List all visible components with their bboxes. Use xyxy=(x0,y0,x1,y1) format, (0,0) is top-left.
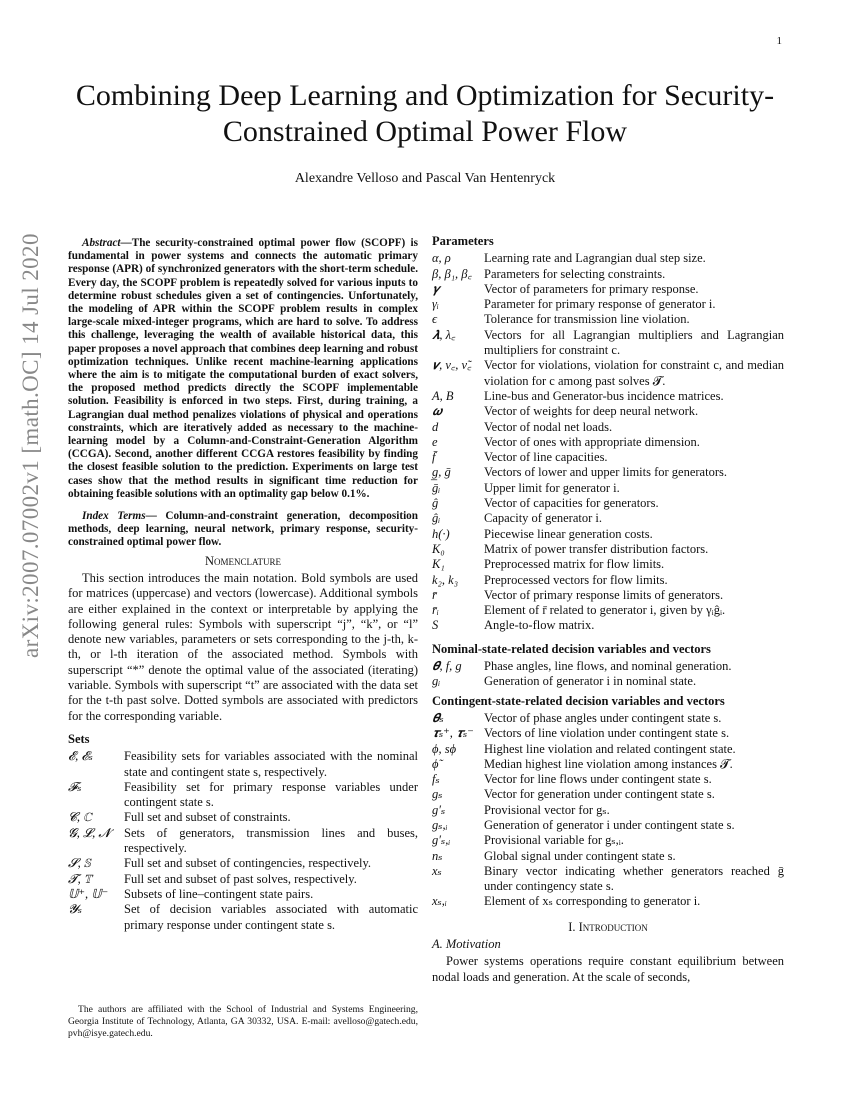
definition-row xyxy=(432,833,784,848)
authors: Alexandre Velloso and Pascal Van Hentenryck xyxy=(294,171,556,186)
symbol: K₀ xyxy=(432,541,445,556)
symbol: 𝝎 xyxy=(432,404,442,419)
symbol-description: Provisional vector for gₛ. xyxy=(484,802,610,817)
definition-row xyxy=(432,659,784,674)
definition-row xyxy=(432,435,784,450)
abstract xyxy=(68,237,418,501)
definition-row xyxy=(432,711,784,726)
definition-row xyxy=(432,297,784,312)
symbol-description: Global signal under contingent state s. xyxy=(484,848,676,863)
symbol: h(·) xyxy=(432,526,450,541)
symbol-description: Vector of ones with appropriate dimension. xyxy=(484,434,700,449)
definition-row xyxy=(432,511,784,526)
symbol-description: Highest line violation and related contingent state. xyxy=(484,741,736,756)
symbol: 𝓔, 𝓔ₛ xyxy=(68,749,93,764)
symbol-description: Element of xₛ corresponding to generator i. xyxy=(484,894,701,909)
symbol: ϕ̃ xyxy=(432,756,439,771)
symbol: 𝓒, ℂ xyxy=(68,810,92,825)
symbol-description: Vectors of line violation under contingent state s. xyxy=(484,726,730,741)
nomenclature-heading: Nomenclature xyxy=(204,553,282,568)
symbol-description: Preprocessed vectors for flow limits. xyxy=(484,572,668,587)
definition-row xyxy=(432,389,784,404)
symbol: gₛ xyxy=(432,787,443,802)
footnote: The authors are affiliated with the School of Industrial and Systems Engineering, Georgia Institute of Technology, Atlanta, GA 30332, USA. E-mail: avelloso@gatech.edu, pvh@isye.gatech.edu. xyxy=(68,1004,418,1039)
symbol-description: Vector of phase angles under contingent state s. xyxy=(484,710,722,725)
definition-row xyxy=(432,450,784,465)
definition-row xyxy=(432,588,784,603)
symbol-description: Median highest line violation among instances 𝓣. xyxy=(484,756,733,771)
nominal-vars-heading: Nominal-state-related decision variables and vectors xyxy=(432,641,711,656)
symbol: ĝᵢ xyxy=(432,511,441,526)
symbol: 𝝂, ν꜀, ν̃꜀ xyxy=(432,358,472,373)
symbol: xₛ,ᵢ xyxy=(432,894,447,909)
symbol-description: Provisional variable for gₛ,ᵢ. xyxy=(484,833,624,848)
symbol: 𝜽ₛ xyxy=(432,710,444,725)
symbol: 𝝉ₛ⁺, 𝝉ₛ⁻ xyxy=(432,726,474,741)
definition-row xyxy=(432,803,784,818)
symbol-description: Vector of nodal net loads. xyxy=(484,419,613,434)
definition-row xyxy=(68,856,418,871)
definition-row xyxy=(432,267,784,282)
definition-row xyxy=(432,420,784,435)
symbol: 𝓨ₛ xyxy=(68,902,83,917)
symbol-description: Full set and subset of past solves, respectively. xyxy=(124,871,357,886)
definition-row xyxy=(68,780,418,811)
definition-row xyxy=(432,849,784,864)
nomenclature-intro: This section introduces the main notation. Bold symbols are used for matrices (uppercase) and vectors (lowercase). Additional symbols are either explained in the context or interpretable by applying the following general rules: Symbols with superscript “j”, “k”, or “l” denote new variables, parameters or sets corresponding to the j-th, k-th, or l-th iteration of the associated method. Symbols with superscript “*” denote the optimal value of the associated (iterating) variable. Symbols with superscript “t” are associated with the data set for the t-th past solve. Dotted symbols are associated with predictors for the corresponding variable. xyxy=(68,570,418,723)
symbol-description: Vector of primary response limits of generators. xyxy=(484,587,724,602)
symbol-description: Angle-to-flow matrix. xyxy=(484,618,595,633)
definition-row xyxy=(68,810,418,825)
definition-row xyxy=(432,404,784,419)
parameters-list xyxy=(432,251,784,633)
definition-row xyxy=(432,358,784,389)
symbol-description: Binary vector indicating whether generators reached ḡ under contingency state s. xyxy=(484,863,784,894)
symbol: 𝓢, 𝕊 xyxy=(68,856,91,871)
symbol-description: Tolerance for transmission line violation. xyxy=(484,312,690,327)
symbol: g̲, ḡ xyxy=(432,465,451,480)
symbol: 𝜸 xyxy=(432,281,440,296)
symbol: 𝓕ₛ xyxy=(68,779,82,794)
symbol-description: Full set and subset of contingencies, respectively. xyxy=(124,856,372,871)
definition-row xyxy=(432,557,784,572)
symbol: gₛ,ᵢ xyxy=(432,817,448,832)
sets-list xyxy=(68,749,418,933)
symbol: 𝕌⁺, 𝕌⁻ xyxy=(68,886,109,901)
symbol: d xyxy=(432,419,439,434)
definition-row xyxy=(68,749,418,780)
symbol-description: Phase angles, line flows, and nominal generation. xyxy=(484,659,732,674)
symbol-description: Matrix of power transfer distribution factors. xyxy=(484,541,709,556)
symbol: ĝ xyxy=(432,496,439,511)
index-terms-text: — Column-and-constraint generation, decomposition methods, deep learning, neural network, primary response, security-constrained optimal power flow. xyxy=(68,510,418,549)
symbol: f̄ xyxy=(432,450,436,465)
symbol-description: Piecewise linear generation costs. xyxy=(484,526,653,541)
symbol-description: Feasibility set for primary response variables under contingent state s. xyxy=(124,779,418,810)
symbol: α, ρ xyxy=(432,251,451,266)
definition-row xyxy=(432,328,784,359)
left-column xyxy=(68,237,418,933)
symbol: K₁ xyxy=(432,557,445,572)
symbol-description: Preprocessed matrix for flow limits. xyxy=(484,557,665,572)
symbol: 𝜽, f, g xyxy=(432,659,462,674)
definition-row xyxy=(432,573,784,588)
definition-row xyxy=(68,887,418,902)
symbol-description: Line-bus and Generator-bus incidence matrices. xyxy=(484,388,724,403)
symbol-description: Element of r̄ related to generator i, given by γᵢĝᵢ. xyxy=(484,603,726,618)
symbol-description: Vector for generation under contingent state s. xyxy=(484,787,715,802)
definition-row xyxy=(432,787,784,802)
symbol-description: Subsets of line–contingent state pairs. xyxy=(124,886,314,901)
symbol-description: Vectors for all Lagrangian multipliers and Lagrangian multipliers for constraint c. xyxy=(484,327,784,358)
abstract-text: —The security-constrained optimal power flow (SCOPF) is fundamental in power systems and connects the automatic primary response (APR) of synchronized generators with the short-term schedule. Every day, the SCOPF problem is repeatedly solved for various inputs to determine robust schedules given a set of contingencies. Unfortunately, the modeling of APR within the SCOPF problem results in complex large-scale mixed-integer programs, which are hard to solve. To address this challenge, leveraging the wealth of available historical data, this paper proposes a novel approach that combines deep learning and robust optimization techniques. Unlike recent machine-learning applications where the aim is to mitigate the computational burden of exact solvers, the proposed method predicts directly the SCOPF implementable solution. Feasibility is enforced in two steps. First, during training, a Lagrangian dual method penalizes violations of physical and operations constraints, which are iteratively added as necessary to the machine-learning model by a Column-and-Constraint-Generation Algorithm (CCGA). Second, another different CCGA restores feasibility by finding the closest feasible solution to the prediction. Experiments on large test cases show that the method results in significant time reduction for obtaining feasible solutions with an optimality gap below 0.1%. xyxy=(68,237,418,500)
symbol-description: Vector for violations, violation for constraint c, and median violation for c among past solves 𝓣. xyxy=(484,358,784,388)
definition-row xyxy=(68,826,418,857)
right-column xyxy=(432,234,784,985)
symbol: e xyxy=(432,434,438,449)
symbol-description: Parameter for primary response of generator i. xyxy=(484,297,716,312)
definition-row xyxy=(432,618,784,633)
symbol-description: Generation of generator i under contingent state s. xyxy=(484,817,735,832)
symbol: k₂, k₃ xyxy=(432,572,459,587)
page-number: 1 xyxy=(776,35,782,47)
definition-row xyxy=(432,251,784,266)
symbol-description: Vector for line flows under contingent state s. xyxy=(484,772,712,787)
index-terms-label: Index Terms xyxy=(82,510,146,523)
symbol-description: Vector of weights for deep neural network. xyxy=(484,404,699,419)
index-terms xyxy=(68,510,418,550)
symbol-description: Generation of generator i in nominal state. xyxy=(484,674,697,689)
definition-row xyxy=(68,902,418,933)
contingent-vars-heading: Contingent-state-related decision variables and vectors xyxy=(432,693,725,708)
definition-row xyxy=(432,674,784,689)
abstract-label: Abstract xyxy=(82,237,121,249)
symbol-description: Upper limit for generator i. xyxy=(484,480,620,495)
definition-row xyxy=(432,772,784,787)
symbol: β, β₁, β꜀ xyxy=(432,266,472,281)
symbol: g′ₛ xyxy=(432,802,446,817)
contingent-vars-list xyxy=(432,711,784,910)
definition-row xyxy=(432,726,784,741)
definition-row xyxy=(432,481,784,496)
symbol: 𝓖, 𝓛, 𝓝 xyxy=(68,825,111,840)
symbol: ϵ xyxy=(432,312,438,327)
definition-row xyxy=(432,465,784,480)
definition-row xyxy=(432,527,784,542)
symbol: 𝝀, λ꜀ xyxy=(432,327,456,342)
definition-row xyxy=(432,542,784,557)
symbol: r̄ xyxy=(432,587,437,602)
symbol-description: Learning rate and Lagrangian dual step size. xyxy=(484,251,706,266)
arxiv-identifier: arXiv:2007.07002v1 [math.OC] 14 Jul 2020 xyxy=(18,233,43,658)
definition-row xyxy=(432,757,784,772)
definition-row xyxy=(432,312,784,327)
subsection-heading: A. Motivation xyxy=(432,937,501,952)
symbol-description: Vector of parameters for primary response. xyxy=(484,281,699,296)
symbol-description: Set of decision variables associated with automatic primary response under contingent state s. xyxy=(124,902,418,932)
symbol-description: Sets of generators, transmission lines and buses, respectively. xyxy=(124,825,418,856)
symbol: ϕ, sϕ xyxy=(432,741,457,756)
nominal-vars-list xyxy=(432,659,784,690)
symbol: gᵢ xyxy=(432,674,441,689)
sets-heading: Sets xyxy=(68,731,90,746)
definition-row xyxy=(432,603,784,618)
symbol: A, B xyxy=(432,388,454,403)
definition-row xyxy=(432,282,784,297)
symbol-description: Parameters for selecting constraints. xyxy=(484,266,666,281)
symbol-description: Full set and subset of constraints. xyxy=(124,810,291,825)
parameters-heading: Parameters xyxy=(432,234,494,248)
definition-row xyxy=(432,818,784,833)
symbol-description: Vector of capacities for generators. xyxy=(484,496,659,511)
symbol-description: Capacity of generator i. xyxy=(484,511,603,526)
paper-title: Combining Deep Learning and Optimization for Security-Constrained Optimal Power Flow xyxy=(75,79,775,148)
definition-row xyxy=(68,872,418,887)
symbol: xₛ xyxy=(432,863,442,878)
symbol-description: Vectors of lower and upper limits for generators. xyxy=(484,465,727,480)
symbol-description: Vector of line capacities. xyxy=(484,450,608,465)
symbol: r̄ᵢ xyxy=(432,603,439,618)
symbol: S xyxy=(432,618,439,633)
symbol: ḡᵢ xyxy=(432,480,441,495)
symbol: g′ₛ,ᵢ xyxy=(432,833,451,848)
definition-row xyxy=(432,742,784,757)
definition-row xyxy=(432,894,784,909)
symbol: γᵢ xyxy=(432,297,439,312)
symbol: fₛ xyxy=(432,772,440,787)
section-heading: I. Introduction xyxy=(568,919,648,934)
section-text: Power systems operations require constant equilibrium between nodal loads and generation. At the scale of seconds, xyxy=(432,954,784,984)
symbol-description: Feasibility sets for variables associated with the nominal state and contingent state s, respectively. xyxy=(124,749,418,779)
symbol: nₛ xyxy=(432,848,443,863)
definition-row xyxy=(432,496,784,511)
definition-row xyxy=(432,864,784,895)
symbol: 𝓣, 𝕋 xyxy=(68,871,92,886)
